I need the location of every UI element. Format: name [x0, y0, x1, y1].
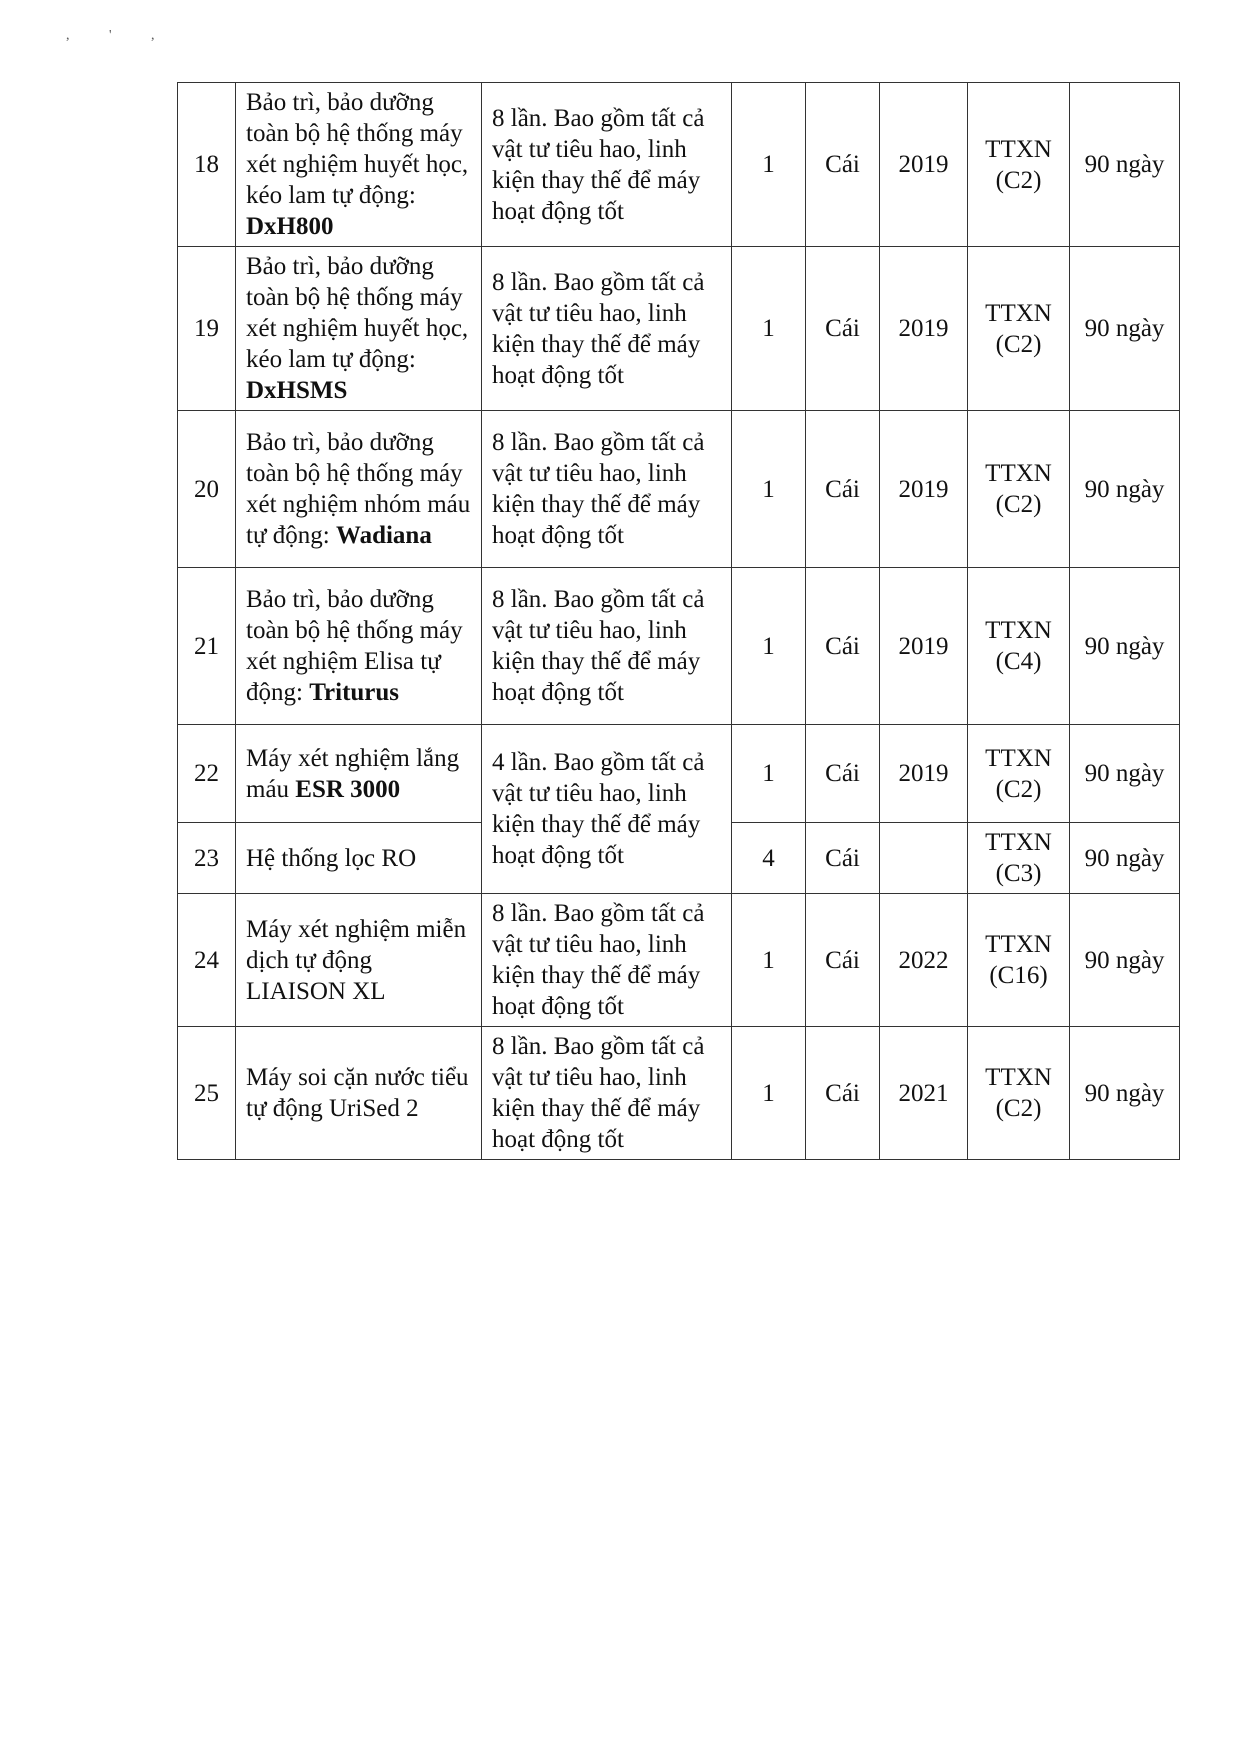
quantity-cell: 1	[732, 568, 806, 725]
row-number: 24	[178, 894, 236, 1027]
unit-cell: Cái	[806, 894, 880, 1027]
quantity-cell: 1	[732, 247, 806, 411]
equipment-name: Máy soi cặn nước tiểu tự động UriSed 2	[236, 1027, 482, 1160]
year-cell: 2022	[880, 894, 968, 1027]
table-row	[178, 1027, 1180, 1160]
location-cell: TTXN (C2)	[968, 83, 1070, 247]
equipment-name: Bảo trì, bảo dưỡng toàn bộ hệ thống máy xét nghiệm Elisa tự động: Triturus	[236, 568, 482, 725]
equipment-name: Máy xét nghiệm miễn dịch tự động LIAISON XL	[236, 894, 482, 1027]
equipment-model: Wadiana	[335, 522, 432, 549]
quantity-cell: 1	[732, 894, 806, 1027]
table-row	[178, 725, 1180, 823]
equipment-name: Hệ thống lọc RO	[236, 823, 482, 894]
equipment-name: Máy xét nghiệm lắng máu ESR 3000	[236, 725, 482, 823]
row-number: 25	[178, 1027, 236, 1160]
location-cell: TTXN (C3)	[968, 823, 1070, 894]
year-cell: 2019	[880, 568, 968, 725]
equipment-model: Triturus	[309, 679, 400, 706]
row-number: 23	[178, 823, 236, 894]
equipment-name: Bảo trì, bảo dưỡng toàn bộ hệ thống máy xét nghiệm huyết học, kéo lam tự động: DxH800	[236, 83, 482, 247]
unit-cell: Cái	[806, 823, 880, 894]
maintenance-description: 8 lần. Bao gồm tất cả vật tư tiêu hao, linh kiện thay thế để máy hoạt động tốt	[482, 247, 732, 411]
duration-cell: 90 ngày	[1070, 894, 1180, 1027]
maintenance-description: 8 lần. Bao gồm tất cả vật tư tiêu hao, linh kiện thay thế để máy hoạt động tốt	[482, 1027, 732, 1160]
row-number: 18	[178, 83, 236, 247]
equipment-model: DxHSMS	[246, 377, 348, 404]
year-cell	[880, 823, 968, 894]
location-cell: TTXN (C4)	[968, 568, 1070, 725]
unit-cell: Cái	[806, 247, 880, 411]
location-cell: TTXN (C2)	[968, 1027, 1070, 1160]
maintenance-description: 8 lần. Bao gồm tất cả vật tư tiêu hao, linh kiện thay thế để máy hoạt động tốt	[482, 411, 732, 568]
year-cell: 2019	[880, 411, 968, 568]
duration-cell: 90 ngày	[1070, 823, 1180, 894]
table-row	[178, 411, 1180, 568]
equipment-model: ESR 3000	[295, 775, 401, 803]
equipment-name: Bảo trì, bảo dưỡng toàn bộ hệ thống máy xét nghiệm huyết học, kéo lam tự động: DxHSMS	[236, 247, 482, 411]
unit-cell: Cái	[806, 411, 880, 568]
table-row	[178, 894, 1180, 1027]
maintenance-description: 8 lần. Bao gồm tất cả vật tư tiêu hao, linh kiện thay thế để máy hoạt động tốt	[482, 83, 732, 247]
location-cell: TTXN (C16)	[968, 894, 1070, 1027]
row-number: 19	[178, 247, 236, 411]
table-row	[178, 247, 1180, 411]
duration-cell: 90 ngày	[1070, 1027, 1180, 1160]
table-row	[178, 83, 1180, 247]
year-cell: 2019	[880, 247, 968, 411]
year-cell: 2021	[880, 1027, 968, 1160]
maintenance-description: 8 lần. Bao gồm tất cả vật tư tiêu hao, linh kiện thay thế để máy hoạt động tốt	[482, 894, 732, 1027]
maintenance-description: 8 lần. Bao gồm tất cả vật tư tiêu hao, linh kiện thay thế để máy hoạt động tốt	[482, 568, 732, 725]
quantity-cell: 1	[732, 83, 806, 247]
quantity-cell: 4	[732, 823, 806, 894]
quantity-cell: 1	[732, 1027, 806, 1160]
duration-cell: 90 ngày	[1070, 411, 1180, 568]
equipment-maintenance-table	[177, 82, 1180, 1160]
unit-cell: Cái	[806, 725, 880, 823]
equipment-name: Bảo trì, bảo dưỡng toàn bộ hệ thống máy xét nghiệm nhóm máu tự động: Wadiana	[236, 411, 482, 568]
table-row	[178, 568, 1180, 725]
year-cell: 2019	[880, 83, 968, 247]
duration-cell: 90 ngày	[1070, 247, 1180, 411]
duration-cell: 90 ngày	[1070, 83, 1180, 247]
duration-cell: 90 ngày	[1070, 568, 1180, 725]
quantity-cell: 1	[732, 725, 806, 823]
unit-cell: Cái	[806, 1027, 880, 1160]
quantity-cell: 1	[732, 411, 806, 568]
equipment-model: DxH800	[246, 213, 334, 240]
row-number: 21	[178, 568, 236, 725]
duration-cell: 90 ngày	[1070, 725, 1180, 823]
unit-cell: Cái	[806, 568, 880, 725]
row-number: 22	[178, 725, 236, 823]
maintenance-description: 4 lần. Bao gồm tất cả vật tư tiêu hao, linh kiện thay thế để máy hoạt động tốt	[482, 725, 732, 894]
location-cell: TTXN (C2)	[968, 411, 1070, 568]
year-cell: 2019	[880, 725, 968, 823]
unit-cell: Cái	[806, 83, 880, 247]
scan-artifact-marks: , ' ,	[66, 28, 173, 43]
location-cell: TTXN (C2)	[968, 725, 1070, 823]
row-number: 20	[178, 411, 236, 568]
location-cell: TTXN (C2)	[968, 247, 1070, 411]
